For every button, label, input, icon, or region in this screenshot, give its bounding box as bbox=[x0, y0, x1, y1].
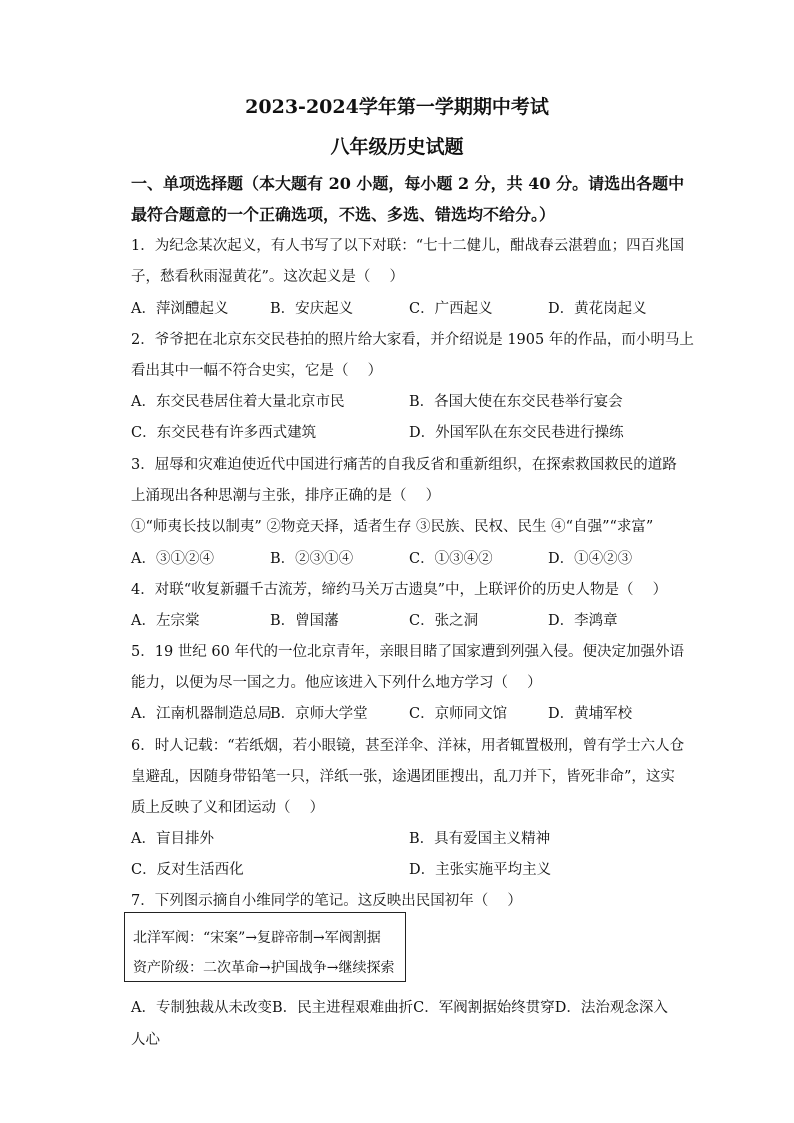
q7-notes-box bbox=[124, 912, 406, 982]
exam-subtitle: 八年级历史试题 bbox=[330, 136, 464, 158]
q4-option-c[interactable]: C．张之洞 bbox=[409, 613, 479, 629]
q6-option-d[interactable]: D．主张实施平均主义 bbox=[409, 862, 552, 878]
q7-options-line: A．专制独裁从未改变B．民主进程艰难曲折C．军阀割据始终贯穿D．法治观念深入 bbox=[131, 1000, 668, 1016]
q7-notes-line1: 北洋军阀：“宋案”→复辟帝制→军阀割据 bbox=[133, 930, 381, 946]
q3-items: ①“师夷长技以制夷” ②物竞天择，适者生存 ③民族、民权、民生 ④“自强”“求富” bbox=[131, 519, 654, 535]
q4-option-a[interactable]: A．左宗棠 bbox=[131, 613, 200, 629]
q3-option-c[interactable]: C．①③④② bbox=[409, 551, 493, 567]
q7-stem-line1: 7．下列图示摘自小维同学的笔记。这反映出民国初年（ ） bbox=[131, 893, 522, 909]
q4-option-b[interactable]: B．曾国藩 bbox=[270, 613, 339, 629]
q1-option-c[interactable]: C．广西起义 bbox=[409, 301, 493, 317]
q3-option-a[interactable]: A．③①②④ bbox=[131, 551, 214, 567]
q2-option-b[interactable]: B．各国大使在东交民巷举行宴会 bbox=[409, 394, 623, 410]
q1-options bbox=[131, 297, 671, 317]
q6-options-row2 bbox=[131, 858, 671, 878]
q6-stem-line2: 皇避乱，因随身带铅笔一只，洋纸一张，途遇团匪搜出，乱刀并下，皆死非命”，这实 bbox=[131, 769, 675, 785]
q6-option-b[interactable]: B．具有爱国主义精神 bbox=[409, 831, 551, 847]
q6-stem-line3: 质上反映了义和团运动（ ） bbox=[131, 800, 325, 816]
q2-option-d[interactable]: D．外国军队在东交民巷进行操练 bbox=[409, 425, 624, 441]
q5-stem-line2: 能力，以便为尽一国之力。他应该进入下列什么地方学习（ ） bbox=[131, 675, 542, 691]
q2-stem-line2: 看出其中一幅不符合史实，它是（ ） bbox=[131, 363, 383, 379]
q5-option-b[interactable]: B．京师大学堂 bbox=[270, 706, 368, 722]
q5-option-c[interactable]: C．京师同文馆 bbox=[409, 706, 508, 722]
q2-stem-line1: 2．爷爷把在北京东交民巷拍的照片给大家看，并介绍说是 1905 年的作品，而小明马上 bbox=[131, 332, 694, 348]
section-heading-line1: 一、单项选择题（本大题有 20 小题，每小题 2 分，共 40 分。请选出各题中 bbox=[131, 174, 685, 193]
q3-stem-line1: 3．屈辱和灾难迫使近代中国进行痛苦的自我反省和重新组织，在探索救国救民的道路 bbox=[131, 457, 677, 473]
q5-option-a[interactable]: A．江南机器制造总局 bbox=[131, 706, 272, 722]
q6-stem-line1: 6．时人记载：“若纸烟，若小眼镜，甚至洋伞、洋袜，用者辄置极刑，曾有学士六人仓 bbox=[131, 738, 685, 754]
q1-stem-line2: 子，愁看秋雨湿黄花”。这次起义是（ ） bbox=[131, 269, 405, 285]
q1-option-d[interactable]: D．黄花岗起义 bbox=[548, 301, 647, 317]
q2-option-c[interactable]: C．东交民巷有许多西式建筑 bbox=[131, 425, 317, 441]
q6-option-c[interactable]: C．反对生活西化 bbox=[131, 862, 244, 878]
q3-option-d[interactable]: D．①④②③ bbox=[548, 551, 633, 567]
q4-stem-line1: 4．对联“收复新疆千古流芳，缔约马关万古遗臭”中，上联评价的历史人物是（ ） bbox=[131, 582, 668, 598]
q4-option-d[interactable]: D．李鸿章 bbox=[548, 613, 618, 629]
section-heading-line2: 最符合题意的一个正确选项，不选、多选、错选均不给分。） bbox=[131, 205, 556, 224]
q2-options-row2 bbox=[131, 421, 671, 441]
q1-option-a[interactable]: A．萍浏醴起义 bbox=[131, 301, 229, 317]
q1-stem-line1: 1．为纪念某次起义，有人书写了以下对联：“七十二健儿，酣战春云湛碧血；四百兆国 bbox=[131, 238, 685, 254]
q5-stem-line1: 5．19 世纪 60 年代的一位北京青年，亲眼目睹了国家遭到列强入侵。便决定加强外语 bbox=[131, 644, 684, 660]
q7-notes-line2: 资产阶级：二次革命→护国战争→继续探索 bbox=[133, 960, 395, 976]
q6-option-a[interactable]: A．盲目排外 bbox=[131, 831, 214, 847]
q3-option-b[interactable]: B．②③①④ bbox=[270, 551, 354, 567]
q5-options bbox=[131, 702, 671, 722]
q2-option-a[interactable]: A．东交民巷居住着大量北京市民 bbox=[131, 394, 345, 410]
q4-options bbox=[131, 609, 671, 629]
q5-option-d[interactable]: D．黄埔军校 bbox=[548, 706, 633, 722]
q2-options-row1 bbox=[131, 390, 671, 410]
q7-options-tail: 人心 bbox=[131, 1032, 160, 1048]
q3-options bbox=[131, 547, 671, 567]
exam-title: 2023-2024学年第一学期期中考试 bbox=[245, 96, 549, 118]
q1-option-b[interactable]: B．安庆起义 bbox=[270, 301, 354, 317]
q6-options-row1 bbox=[131, 827, 671, 847]
q3-stem-line2: 上涌现出各种思潮与主张，排序正确的是（ ） bbox=[131, 488, 441, 504]
